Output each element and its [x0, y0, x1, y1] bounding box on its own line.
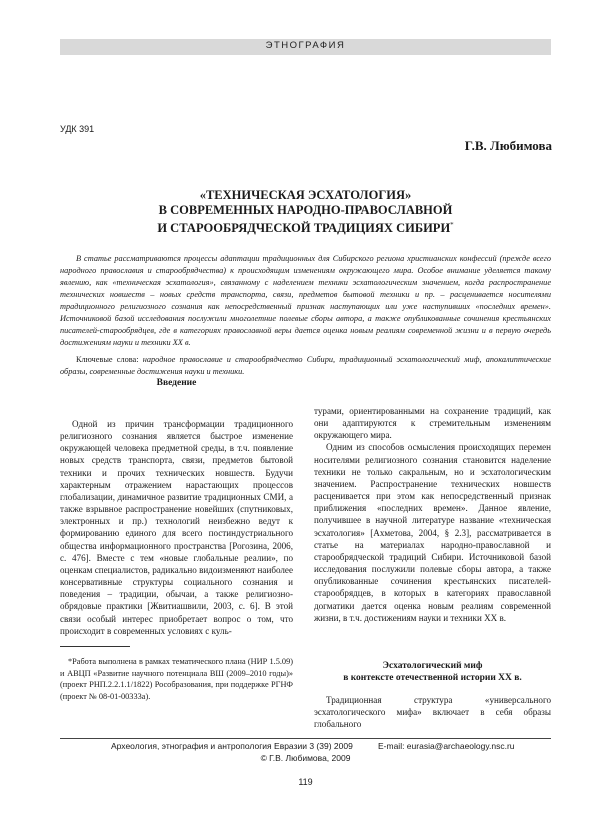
column-left: [60, 418, 293, 637]
footnote: *Работа выполнена в рамках тематического плана (НИР 1.5.09) и АВЦП «Развитие научного потенциала ВШ (2009–2010 годы)» (проект РНП.2.2.1.1/1822) Рособразования, при поддержке РГНФ (проект № 08-01-00333а).: [60, 657, 293, 701]
copyright: © Г.В. Любимова, 2009: [260, 753, 351, 763]
journal-citation: Археология, этнография и антропология Евразии 3 (39) 2009: [111, 741, 353, 751]
title-footnote-mark: *: [450, 221, 454, 229]
keywords-text: народное православие и старообрядчество Сибири, традиционный эсхатологический миф, апокалиптические образы, современные достижения науки и техники.: [60, 355, 551, 376]
title-line-1: «ТЕХНИЧЕСКАЯ ЭСХАТОЛОГИЯ»: [199, 188, 412, 202]
keywords-label: Ключевые слова:: [76, 355, 139, 364]
intro-paragraph-1-continued: турами, ориентированными на сохранение традиций, как они адаптируются к стремительным изменениям окружающего мира.: [314, 406, 551, 441]
udk-code: УДК 391: [60, 124, 95, 134]
footnote-divider: [60, 646, 130, 647]
column-right: [314, 405, 551, 624]
section-label: ЭТНОГРАФИЯ: [265, 40, 346, 51]
page-number: 119: [298, 777, 313, 787]
journal-email: E-mail: eurasia@archaeology.nsc.ru: [378, 741, 515, 751]
intro-paragraph-2: Одним из способов осмысления происходящих перемен носителями религиозного сознания становится наделение техники не только сакральным, но и эсхатологическим значением. Распространение технических новшеств расценивается при этом как непосредственный признак приближения «последних времен». Данное явление, получившее в научной литературе название «техническая эсхатология» [Ахметова, 2004, § 2.3], рассматривается в статье на материалах народно-православной и старообрядческой традиций Сибири. Источниковой базой исследования послужили полевые сборы автора, а также опубликованные сочинения крестьянских писателей-старообрядцев, в которых в категориях православной догматики дается оценка новым реалиям современной жизни, в т.ч. достижениям науки и техники XX в.: [314, 442, 551, 623]
section-2-text: [314, 694, 551, 730]
title-line-2: В СОВРЕМЕННЫХ НАРОДНО-ПРАВОСЛАВНОЙ: [158, 203, 453, 217]
section-2-heading-line-2: в контексте отечественной истории XX в.: [343, 673, 522, 683]
title-line-3: [60, 218, 551, 236]
intro-heading: Введение: [156, 378, 197, 388]
intro-paragraph-1: Одной из причин трансформации традиционного религиозного сознания является быстрое изменение окружающей человека предметной среды, в т.ч. появление новых средств транспорта, связи, предметов бытовой техники и прочих технических новшеств. Будучи характерным отражением нарастающих процессов глобализации, динамичное развитие традиционных СМИ, а также взрывное распространение новейших (спутниковых, электронных и пр.) технологий неизбежно ведут к формированию единого для всего постиндустриального общества информационного пространства [Рогозина, 2006, с. 476]. Вместе с тем «новые глобальные реалии», по оценкам специалистов, радикально видоизменяют наиболее консервативные структуры социального сознания и поведения – традиции, обычаи, а также религиозно-обрядовые практики [Жвитиашвили, 2003, с. 6]. В этой связи особый интерес приобретает вопрос о том, что происходит в современных условиях с куль-: [60, 419, 293, 636]
article-title: [60, 188, 551, 236]
keywords: [60, 354, 551, 378]
section-2-heading: [314, 660, 551, 684]
section-2-paragraph-1: Традиционная структура «универсального эсхатологического мифа» включает в себя образы глобального: [314, 695, 551, 730]
author-name: Г.В. Любимова: [464, 138, 552, 153]
section-2-heading-line-1: Эсхатологический миф: [382, 661, 483, 671]
footer-divider: [60, 738, 551, 739]
abstract: В статье рассматриваются процессы адаптации традиционных для Сибирского региона христианских конфессий (прежде всего народного православия и старообрядчества) к происходящим изменениям окружающего мира. Особое внимание уделяется такому явлению, как «техническая эсхатология», связанному с наделением техники эсхатологическим значением, когда распространение технических новшеств – новых средств транспорта, связи, предметов бытовой техники и пр. – расценивается носителями традиционного религиозного сознания как непосредственный признак наступающих или уже наступивших «последних времен». Источниковой базой исследования послужили многолетние полевые сборы автора, а также опубликованные сочинения крестьянских писателей-старообрядцев, где в категориях православной веры дается оценка новым реалиям современной жизни и в первую очередь достижениям науки и техники XX в.: [60, 254, 551, 347]
title-line-3-text: И СТАРООБРЯДЧЕСКОЙ ТРАДИЦИЯХ СИБИРИ: [157, 221, 451, 236]
